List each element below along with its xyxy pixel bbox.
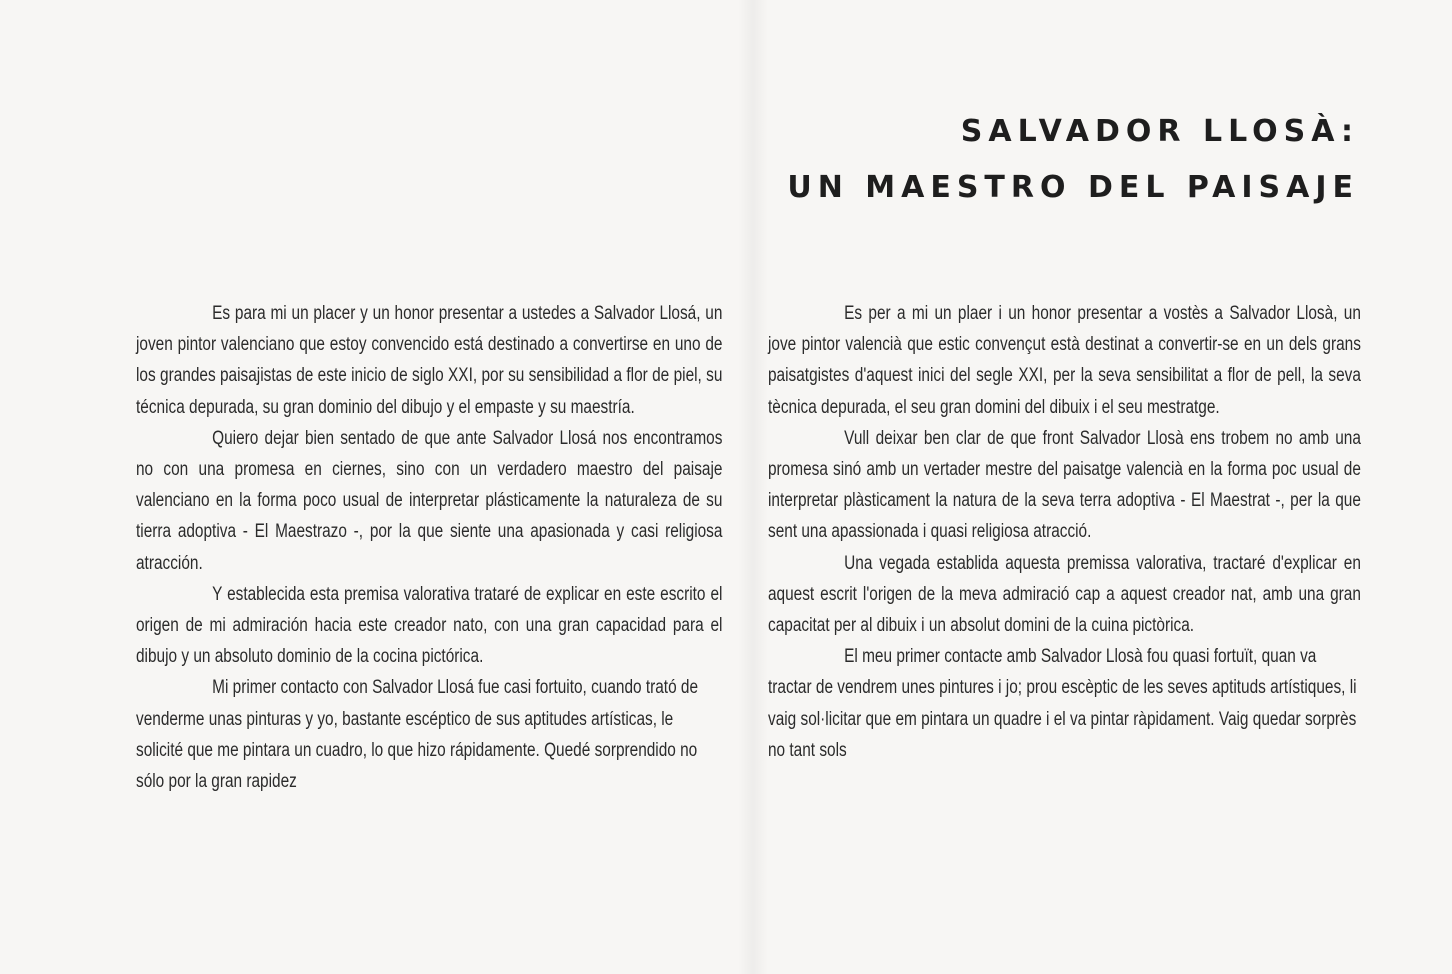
paragraph: Es per a mi un plaer i un honor presentar a vostès a Salvador Llosà, un jove pintor valencià que estic convençut està destinat a convertir-se en un dels grans paisatgistes d'aquest inici del segle XXI, per la seva sensibilitat a flor de pell, la seva tècnica depurada, el seu gran domini del dibuix i el seu mestratge.	[768, 303, 1361, 418]
paragraph: Una vegada establida aquesta premissa valorativa, tractaré d'explicar en aquest escrit l'origen de la meva admiració cap a aquest creador nat, amb una gran capacitat per al dibuix i un absolut domini de la cuina pictòrica.	[768, 552, 1361, 637]
paragraph: Vull deixar ben clar de que front Salvador Llosà ens trobem no amb una promesa sinó amb un vertader mestre del paisatge valencià en la forma poc usual de interpretar plàsticament la natura de la seva terra adoptiva - El Maestrat -, per la que sent una apassionada i quasi religiosa atracció.	[768, 427, 1361, 543]
title-line-2: UN MAESTRO DEL PAISAJE	[787, 170, 1359, 205]
right-column-valencian	[768, 298, 1361, 766]
paragraph: Y establecida esta premisa valorativa trataré de explicar en este escrito el origen de mi admiración hacia este creador nato, con una gran capacidad para el dibujo y un absoluto dominio de la cocina pictórica.	[136, 583, 723, 668]
page-gutter	[738, 0, 768, 974]
paragraph: Es para mi un placer y un honor presentar a ustedes a Salvador Llosá, un joven pintor valenciano que estoy convencido está destinado a convertirse en uno de los grandes paisajistas de este inicio de siglo XXI, por su sensibilidad a flor de piel, su técnica depurada, su gran dominio del dibujo y el empaste y su maestría.	[136, 303, 723, 418]
title-line-1: SALVADOR LLOSÀ:	[960, 114, 1359, 149]
article-title	[787, 104, 1359, 216]
left-column-spanish	[136, 298, 722, 797]
paragraph: Mi primer contacto con Salvador Llosá fue casi fortuito, cuando trató de venderme unas pinturas y yo, bastante escéptico de sus aptitudes artísticas, le solicité que me pintara un cuadro, lo que hizo rápidamente. Quedé sorprendido no sólo por la gran rapidez	[136, 677, 699, 793]
paragraph: El meu primer contacte amb Salvador Llosà fou quasi fortuït, quan va tractar de vendrem unes pintures i jo; prou escèptic de les seves aptituds artístiques, li vaig sol·licitar que em pintara un quadre i el va pintar ràpidament. Vaig quedar sorprès no tant sols	[768, 646, 1357, 761]
paragraph: Quiero dejar bien sentado de que ante Salvador Llosá nos encontramos no con una promesa en ciernes, sino con un verdadero maestro del paisaje valenciano en la forma poco usual de interpretar plásticamente la naturaleza de su tierra adoptiva - El Maestrazo -, por la que siente una apasionada y casi religiosa atracción.	[136, 427, 723, 574]
